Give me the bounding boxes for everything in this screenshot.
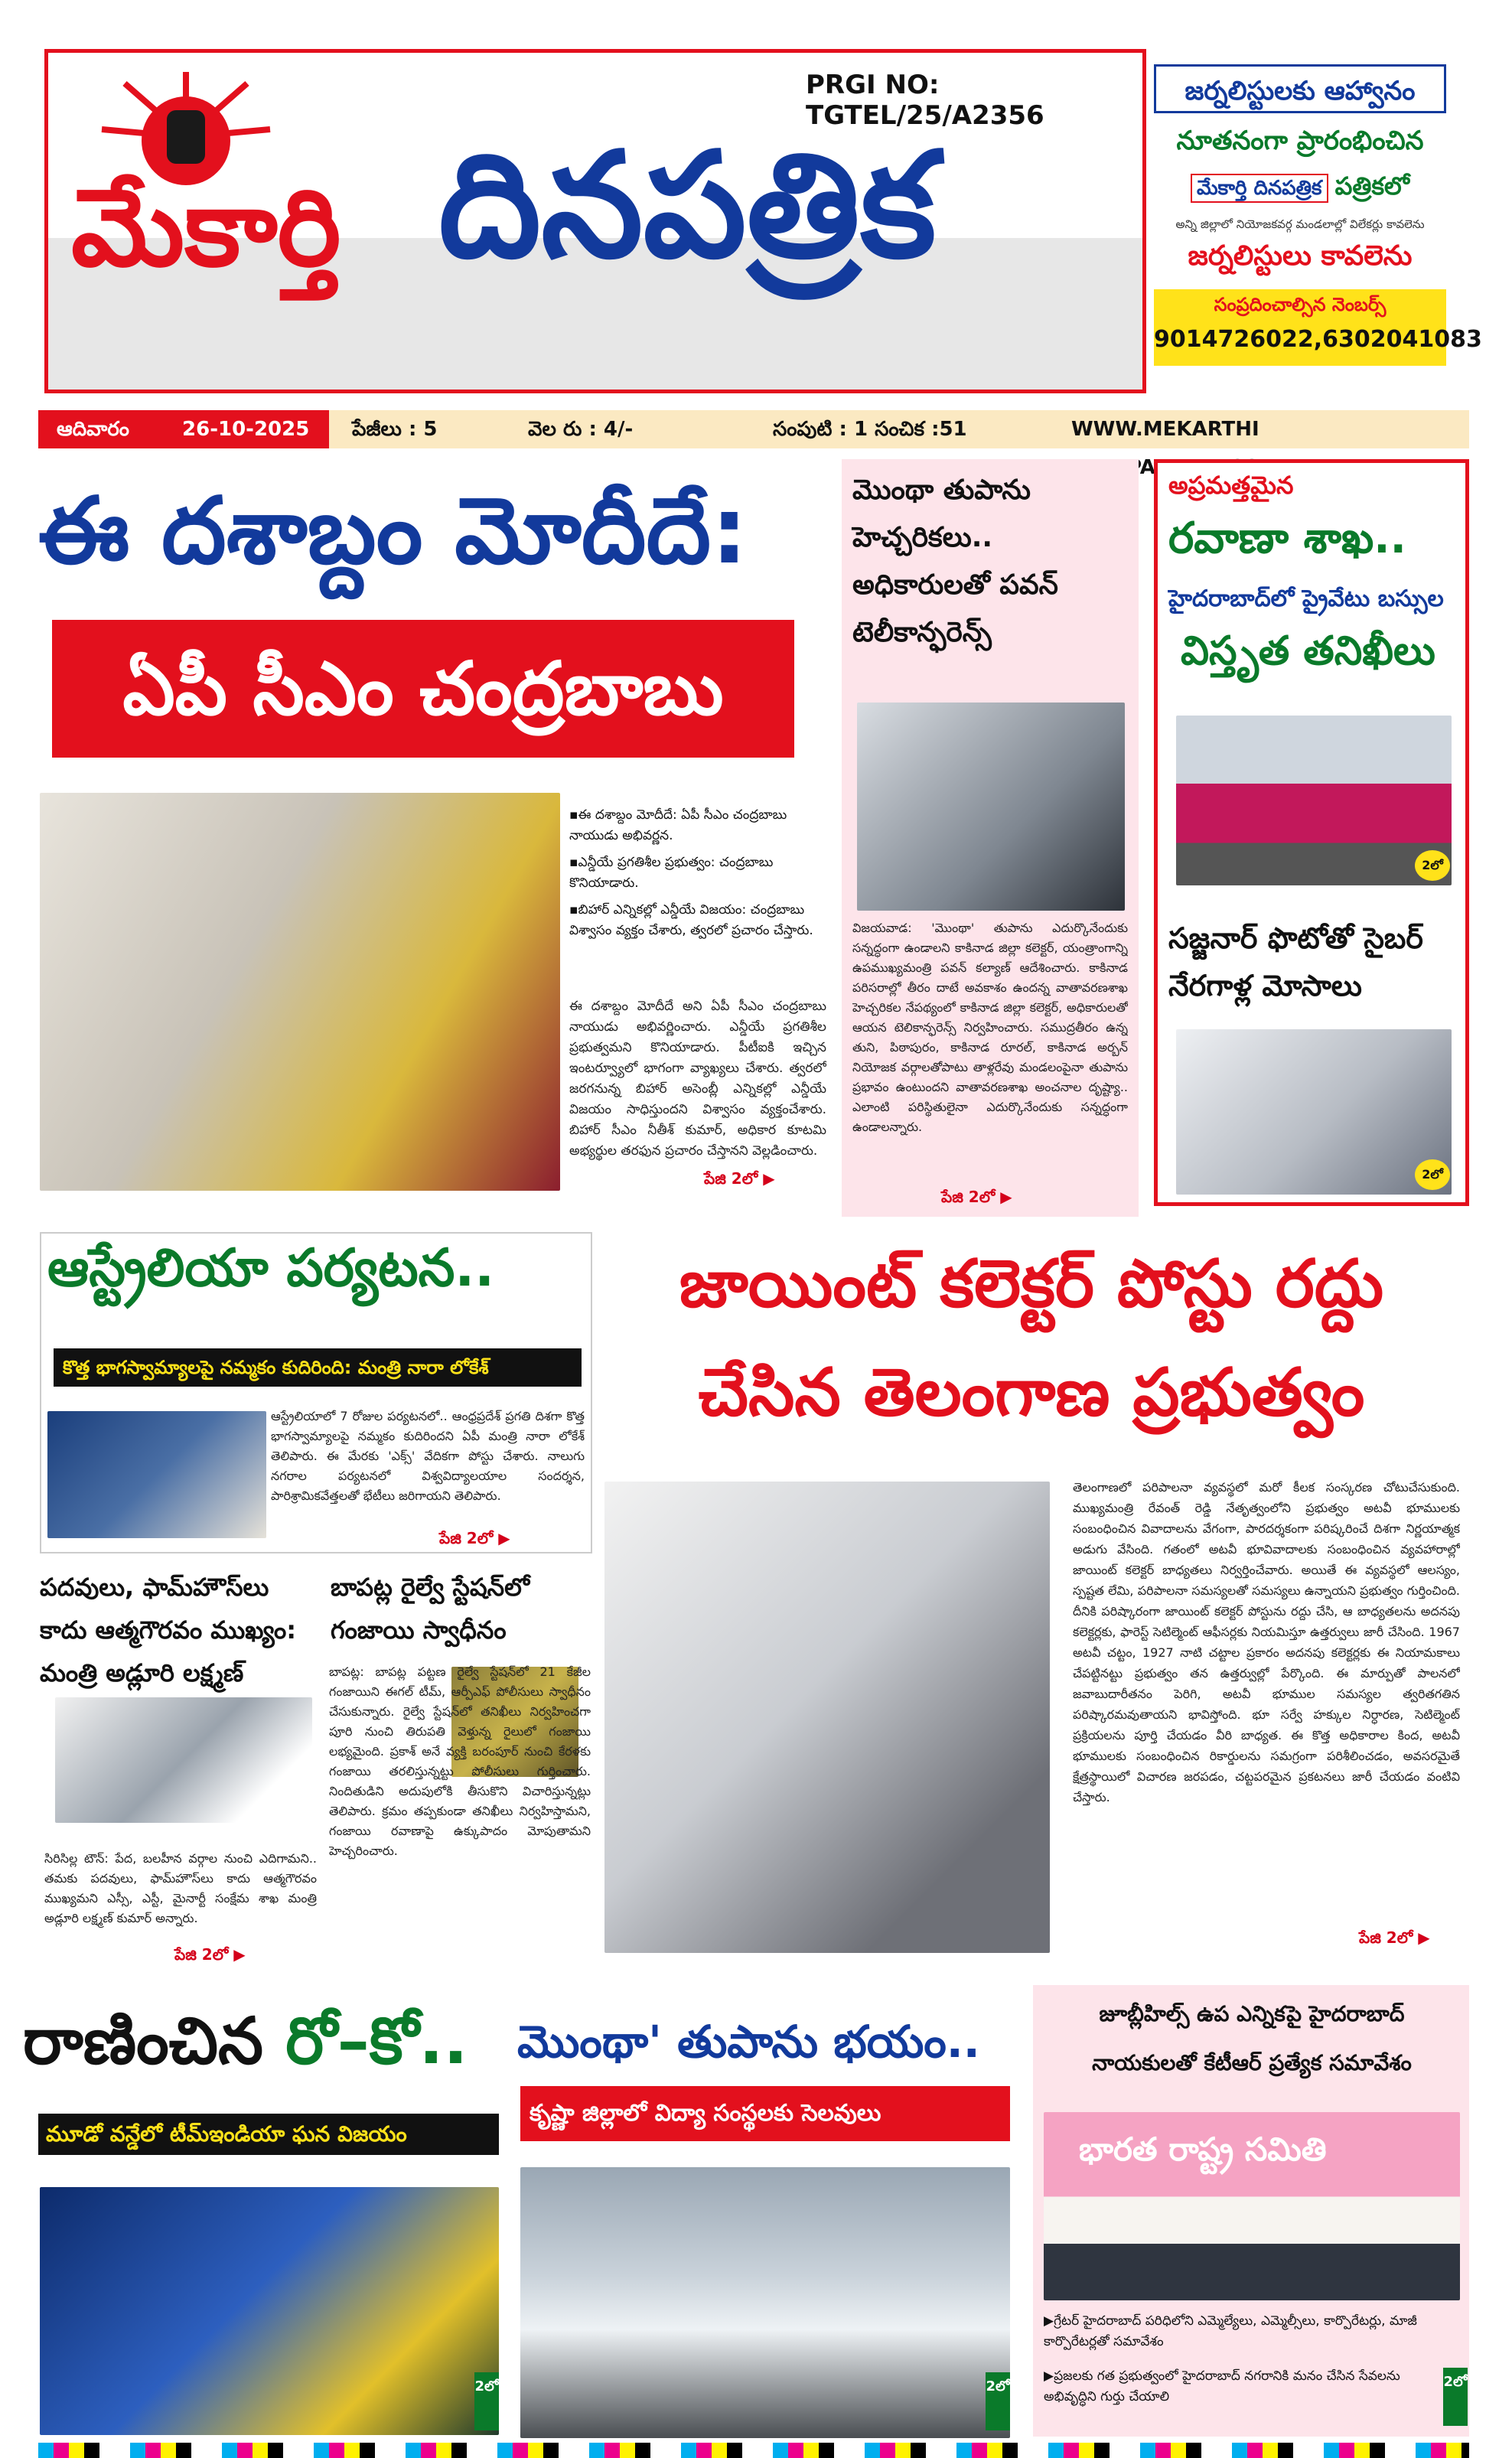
masthead-name-red: మేకార్తి: [71, 166, 341, 291]
transport-box: [1154, 459, 1469, 1206]
ganja-body: బాపట్ల: బాపట్ల పట్టణ రైల్వే స్టేషన్‌లో 21 కేజీల గంజాయిని ఈగల్ టీమ్, ఆర్పీఎఫ్ పోలీసులు స్వాధీనం చేసుకున్నారు. రైల్వే స్టేషన్‌లో తనిఖీలు నిర్వహించగా పూరి నుంచి తిరుపతి వెళ్తున్న రైలులో గంజాయి లభ్యమైంది. ప్రకాశ్ అనే వ్యక్తి బరంపూర్ నుంచి కేరళకు గంజాయి తరలిస్తున్నట్టు పోలీసులు గుర్తించారు. నిందితుడిని అదుపులోకి తీసుకొని విచారిస్తున్నట్లు తెలిపారు. క్రమం తప్పకుండా తనిఖీలు నిర్వహిస్తామని, గంజాయి రవాణాపై ఉక్కుపాదం మోపుతామని హెచ్చరించారు.: [329, 1664, 591, 1858]
lead-bullets: [569, 805, 826, 947]
masthead-name-blue: దినపత్రిక: [438, 121, 937, 290]
minister-photo: [55, 1697, 312, 1823]
minister-page-ref[interactable]: పేజి 2లో ▶: [174, 1945, 246, 1964]
joint-collector-headline1: జాయింట్ కలెక్టర్ పోస్టు రద్దు: [679, 1246, 1384, 1322]
ktr-badge[interactable]: 2లో: [1443, 2368, 1468, 2426]
date: 26-10-2025: [182, 418, 310, 441]
cricket-headline1: రాణించిన: [23, 2003, 263, 2078]
pages: పేజీలు : 5: [352, 418, 438, 441]
cyclone-pawan-page-ref[interactable]: పేజి 2లో ▶: [941, 1188, 1012, 1206]
registration-strip: [38, 2443, 1469, 2458]
ad-contact-label: సంప్రదించాల్సిన నెంబర్స్: [1214, 294, 1387, 315]
ad-line5: జర్నలిస్టులు కావలెను: [1188, 240, 1413, 272]
lead-page-ref[interactable]: పేజి 2లో ▶: [704, 1169, 775, 1188]
australia-section: [40, 1232, 592, 1553]
minister-headline: పదవులు, ఫామ్‌హౌస్‌లు కాదు ఆత్మగౌరవం ముఖ్యం: మంత్రి అడ్లూరి లక్ష్మణ్: [40, 1573, 297, 1687]
cyclone-photo: [520, 2167, 1010, 2438]
ad-line4: అన్ని జిల్లాలో నియోజకవర్గ మండలాల్లో విలేకర్లు కావలెను: [1175, 217, 1425, 231]
lead-body: ఈ దశాబ్దం మోదీదే అని ఏపీ సీఎం చంద్రబాబు నాయుడు అభివర్ణించారు. ఎన్డీయే ప్రగతిశీల ప్రభుత్వమని కొనియాడారు. పీటీఐకి ఇచ్చిన ఇంటర్వ్యూలో భాగంగా వ్యాఖ్యలు చేశారు. త్వరలో జరగనున్న బిహార్ అసెంబ్లీ ఎన్నికల్లో ఎన్డీయే విజయం సాధిస్తుందని విశ్వాసం వ్యక్తంచేశారు. బిహార్ సీఎం నీతీశ్ కుమార్, అధికార కూటమి అభ్యర్థుల తరఫున ప్రచారం చేస్తానని వెల్లడించారు.: [569, 999, 826, 1159]
lead-bullet: ▪ఎన్డీయే ప్రగతిశీల ప్రభుత్వం: చంద్రబాబు కొనియాడారు.: [569, 855, 774, 891]
ad-phones: 9014726022,6302041083: [1154, 326, 1482, 353]
joint-collector-page-ref[interactable]: పేజి 2లో ▶: [1359, 1928, 1430, 1947]
ad-paper-suffix: పత్రికలో: [1334, 171, 1409, 200]
ktr-panel: [1033, 1985, 1469, 2437]
cyclone-fear-headline: మొంథా' తుపాను భయం..: [517, 2016, 980, 2068]
australia-body: ఆస్ట్రేలియాలో 7 రోజుల పర్యటనలో.. ఆంధ్రప్రదేశ్ ప్రగతి దిశగా కొత్త భాగస్వామ్యాలపై నమ్మకం కుదిరిందని ఏపీ మంత్రి నారా లోకేశ్ తెలిపారు. ఈ మేరకు 'ఎక్స్' వేదికగా పోస్టు చేశారు. నాలుగు నగరాల పర్యటనలో విశ్వవిద్యాలయాల సందర్శన, పారిశ్రామికవేత్తలతో భేటీలు జరిగాయని తెలిపారు.: [271, 1409, 585, 1503]
transport-line4: విస్తృత తనిఖీలు: [1181, 628, 1435, 674]
lead-bullet: ▪బిహార్ ఎన్నికల్లో ఎన్డీయే విజయం: చంద్రబాబు విశ్వాసం వ్యక్తం చేశారు, త్వరలో ప్రచారం చేస్తారు.: [569, 902, 813, 938]
dateline-day-date: [38, 410, 329, 448]
cricket-bar: మూడో వన్డేలో టీమ్ఇండియా ఘన విజయం: [38, 2114, 499, 2155]
cyclone-pawan-headline: మొంథా తుపాను హెచ్చరికలు.. అధికారులతో పవన్ టెలీకాన్ఫరెన్స్: [852, 474, 1058, 648]
prgi-number: PRGI NO: TGTEL/25/A2356: [806, 70, 1044, 131]
pawan-photo: [857, 703, 1125, 911]
ktr-bullet: ▶ప్రజలకు గత ప్రభుత్వంలో హైదరాబాద్ నగరానికి మనం చేసిన సేవలను అభివృద్ధిని గుర్తు చేయాలి: [1044, 2368, 1400, 2404]
lead-photo: [40, 793, 560, 1191]
ktr-photo-banner: భారత రాష్ట్ర సమితి: [1079, 2130, 1327, 2168]
australia-bar: కొత్త భాగస్వామ్యాలపై నమ్మకం కుదిరింది: మంత్రి నారా లోకేశ్: [54, 1348, 582, 1387]
ktr-bullet: ▶గ్రేటర్ హైదరాబాద్ పరిధిలోని ఎమ్మెల్యేలు, ఎమ్మెల్సీలు, కార్పొరేటర్లు, మాజీ కార్పొరేటర్లతో సమావేశం: [1044, 2313, 1417, 2349]
australia-page-ref[interactable]: పేజి 2లో ▶: [439, 1529, 510, 1547]
revanth-photo: [604, 1482, 1050, 1953]
ad-paper: మేకార్తి దినపత్రిక: [1191, 174, 1328, 203]
transport-line3: హైదరాబాద్‌లో ప్రైవేటు బస్సుల: [1168, 585, 1444, 612]
cricket-badge[interactable]: 2లో: [474, 2372, 499, 2430]
ad-contact: [1154, 289, 1482, 366]
cricket-headline: [23, 2003, 505, 2095]
sajjanar-headline: సజ్జనార్ ఫొటోతో సైబర్ నేరగాళ్ల మోసాలు: [1168, 921, 1423, 1002]
ad-line2: నూతనంగా ప్రారంభించిన: [1176, 126, 1424, 156]
cyclone-pawan-body: విజయవాడ: 'మొంథా' తుపాను ఎదుర్కొనేందుకు సన్నద్ధంగా ఉండాలని కాకినాడ జిల్లా కలెక్టర్, యంత్రాంగాన్ని ఉపముఖ్యమంత్రి పవన్ కల్యాణ్ ఆదేశించారు. కాకినాడ పరిసరాల్లో తీరం దాటే అవకాశం ఉందన్న వాతావరణశాఖ హెచ్చరికల నేపథ్యంలో కాకినాడ జిల్లా కలెక్టర్, అధికారులతో ఆయన టెలికాన్ఫరెన్స్ నిర్వహించారు. సముద్రతీరం ఉన్న తుని, పిఠాపురం, కాకినాడ రూరల్, కాకినాడ అర్బన్ నియోజక వర్గాలతోపాటు తాళ్లరేవు మండలంపైనా తుపాను ప్రభావం ఉంటుందని వాతావరణశాఖ అంచనాల దృష్ట్యా.. ఎలాంటి పరిస్థితులైనా ఎదుర్కొనేందుకు సన్నద్ధంగా ఉండాలన్నారు.: [852, 921, 1128, 1134]
minister-body: సిరిసిల్ల టౌన్: పేద, బలహీన వర్గాల నుంచి ఎదిగామని.. తమకు పదవులు, ఫామ్‌హౌస్‌లు కాదు ఆత్మగౌరవం ముఖ్యమని ఎస్సీ, ఎస్టీ, మైనార్టీ సంక్షేమ శాఖ మంత్రి అడ్లూరి లక్ష్మణ్ కుమార్ అన్నారు.: [44, 1851, 317, 1925]
joint-collector-body: తెలంగాణలో పరిపాలనా వ్యవస్థలో మరో కీలక సంస్కరణ చోటుచేసుకుంది. ముఖ్యమంత్రి రేవంత్ రెడ్డి నేతృత్వంలోని ప్రభుత్వం అటవీ భూములకు సంబంధించిన వివాదాలను వేగంగా, పారదర్శకంగా పరిష్కరించే దిశగా నిర్ణయాత్మక అడుగు వేసింది. గతంలో అటవీ భూవివాదాలకు సంబంధించిన వ్యవహారాల్లో జాయింట్ కలెక్టర్ బాధ్యతలు నిర్వర్తించేవారు. అయితే ఈ వ్యవస్థలో ఆలస్యం, స్పష్టత లేమి, పరిపాలనా సమస్యలతో సమస్యలు ఉన్నాయని ప్రభుత్వం గుర్తించింది. దీనికి పరిష్కారంగా జాయింట్ కలెక్టర్ పోస్టును రద్దు చేసి, ఆ బాధ్యతలను అదనపు కలెక్టర్లకు, ఫారెస్ట్ సెటిల్మెంట్ ఆఫీసర్లకు నియమిస్తూ ఉత్తర్వులు జారీ చేసింది. 1967 అటవీ చట్టం, 1927 నాటి చట్టాల ప్రకారం అదనపు కలెక్టర్లకు ఈ నియామకాలు చేపట్టినట్టు ప్రభుత్వం తన ఉత్తర్వుల్లో పేర్కొంది. ఈ మార్పుతో పాలనలో జవాబుదారీతనం పెరిగి, అటవీ భూముల సమస్యల త్వరితగతిన పరిష్కారమవుతాయని భావిస్తోంది. భూ సర్వే హక్కుల నిర్ధారణ, సెటిల్మెంట్ ప్రక్రియలను పూర్తి చేయడం వీరి బాధ్యత. ఈ కొత్త అధికారాల కింద, అటవీ భూములకు సంబంధించిన రికార్డులను సమగ్రంగా పరిశీలించడం, అవసరమైతే క్షేత్రస్థాయిలో విచారణ జరపడం, చట్టపరమైన ప్రకటనలు జారీ చేయడం వంటివి చేస్తారు.: [1073, 1480, 1460, 1804]
cricket-photo: [40, 2187, 499, 2435]
cyclone-fear-badge[interactable]: 2లో: [986, 2372, 1010, 2430]
masthead: [44, 49, 1146, 393]
lead-subhead: ఏపీ సీఎం చంద్రబాబు: [52, 620, 794, 758]
dateline: [38, 410, 1469, 448]
price: వెల రు : 4/-: [528, 418, 634, 441]
lead-bullet: ▪ఈ దశాబ్దం మోదీదే: ఏపీ సీఎం చంద్రబాబు నాయుడు అభివర్ణన.: [569, 807, 787, 843]
ktr-headline: జూబ్లీహిల్స్ ఉప ఎన్నికపై హైదరాబాద్ నాయకులతో కేటీఆర్ ప్రత్యేక సమావేశం: [1092, 2001, 1412, 2075]
transport-headline: రవాణా శాఖ..: [1168, 513, 1406, 563]
ktr-bullets: [1044, 2311, 1442, 2414]
sajjanar-badge[interactable]: 2లో: [1415, 1159, 1450, 1190]
ad-paper-name: [1162, 171, 1439, 207]
bus-photo: [1176, 716, 1452, 885]
ad-title: జర్నలిస్టులకు ఆహ్వానం: [1154, 64, 1446, 113]
cyclone-pawan-panel: [842, 459, 1139, 1217]
journalist-ad: [1154, 49, 1482, 393]
transport-kicker: అప్రమత్తమైన: [1168, 471, 1294, 500]
cricket-headline2: రో–కో..: [285, 2003, 468, 2078]
australia-headline: ఆస్ట్రేలియా పర్యటన..: [47, 1238, 495, 1299]
day: ఆదివారం: [57, 418, 129, 441]
website: WWW.MEKARTHI: [1071, 418, 1259, 441]
joint-collector-headline2: చేసిన తెలంగాణ ప్రభుత్వం: [698, 1355, 1365, 1431]
lokesh-photo: [47, 1411, 266, 1538]
transport-badge[interactable]: 2లో: [1415, 850, 1450, 881]
ganja-headline: బాపట్ల రైల్వే స్టేషన్‌లో గంజాయి స్వాధీనం: [331, 1573, 530, 1645]
lead-headline: ఈ దశాబ్దం మోదీదే:: [38, 478, 748, 585]
sajjanar-photo: [1176, 1029, 1452, 1195]
volume: సంపుటి : 1 సంచిక :51: [773, 418, 967, 441]
cyclone-fear-bar: కృష్ణా జిల్లాలో విద్యా సంస్థలకు సెలవులు: [520, 2086, 1010, 2141]
